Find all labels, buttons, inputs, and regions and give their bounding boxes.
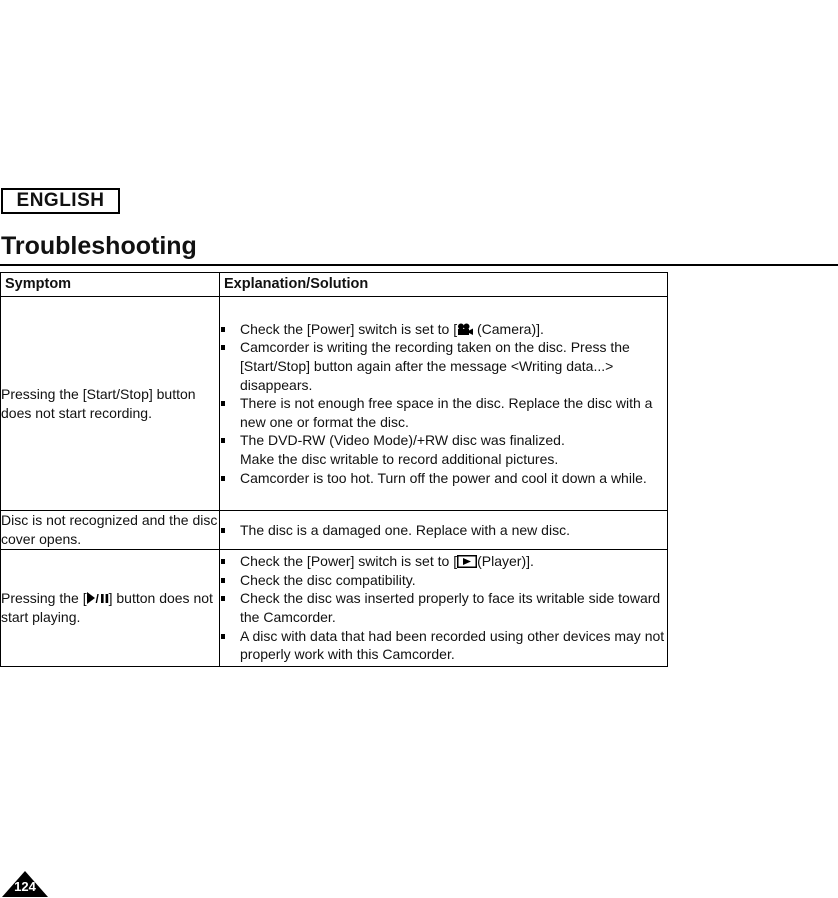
language-badge: ENGLISH bbox=[1, 188, 120, 214]
solution-cell bbox=[220, 297, 668, 511]
list-item: Check the disc compatibility. bbox=[220, 571, 667, 590]
solution-cell bbox=[220, 550, 668, 667]
page-number bbox=[2, 871, 48, 897]
play-pause-icon bbox=[87, 592, 109, 604]
item-text: Make the disc writable to record additional pictures. bbox=[240, 450, 559, 467]
symptom-cell: Disc is not recognized and the disc cover opens. bbox=[1, 511, 220, 550]
symptom-cell bbox=[1, 550, 220, 667]
solution-cell bbox=[220, 511, 668, 550]
item-text: The DVD-RW (Video Mode)/+RW disc was finalized. bbox=[240, 432, 565, 449]
troubleshooting-table bbox=[0, 272, 668, 667]
svg-text:/: / bbox=[95, 592, 99, 605]
title-divider bbox=[0, 264, 838, 266]
list-item: There is not enough free space in the disc. Replace the disc with a new one or format the disc. bbox=[220, 394, 667, 431]
list-item bbox=[220, 552, 667, 571]
page-number-text: 124 bbox=[14, 879, 36, 894]
item-text: (Camera)]. bbox=[473, 320, 544, 337]
table-row bbox=[1, 511, 668, 550]
page-title: Troubleshooting bbox=[1, 232, 197, 260]
table-header-row bbox=[1, 273, 668, 297]
list-item bbox=[220, 320, 667, 339]
item-text: Check the [Power] switch is set to [ bbox=[240, 553, 458, 570]
table-row bbox=[1, 550, 668, 667]
solution-header: Explanation/Solution bbox=[220, 273, 668, 297]
item-text: (Player)]. bbox=[477, 553, 534, 570]
symptom-text: ] button does not start playing. bbox=[1, 590, 213, 625]
symptom-cell: Pressing the [Start/Stop] button does not start recording. bbox=[1, 297, 220, 511]
list-item: Check the disc was inserted properly to face its writable side toward the Camcorder. bbox=[220, 589, 667, 626]
list-item: The disc is a damaged one. Replace with a new disc. bbox=[220, 521, 667, 540]
table-row bbox=[1, 297, 668, 511]
list-item: Camcorder is writing the recording taken on the disc. Press the [Start/Stop] button again after the message <Writing data...> disappears. bbox=[220, 338, 667, 394]
list-item: Camcorder is too hot. Turn off the power and cool it down a while. bbox=[220, 469, 667, 488]
symptom-header: Symptom bbox=[1, 273, 220, 297]
camera-icon bbox=[457, 323, 473, 336]
item-text: Check the [Power] switch is set to [ bbox=[240, 320, 458, 337]
symptom-text: Pressing the [ bbox=[1, 590, 87, 607]
list-item: A disc with data that had been recorded using other devices may not properly work with this Camcorder. bbox=[220, 627, 667, 664]
player-icon bbox=[457, 555, 477, 568]
list-item bbox=[220, 431, 667, 468]
